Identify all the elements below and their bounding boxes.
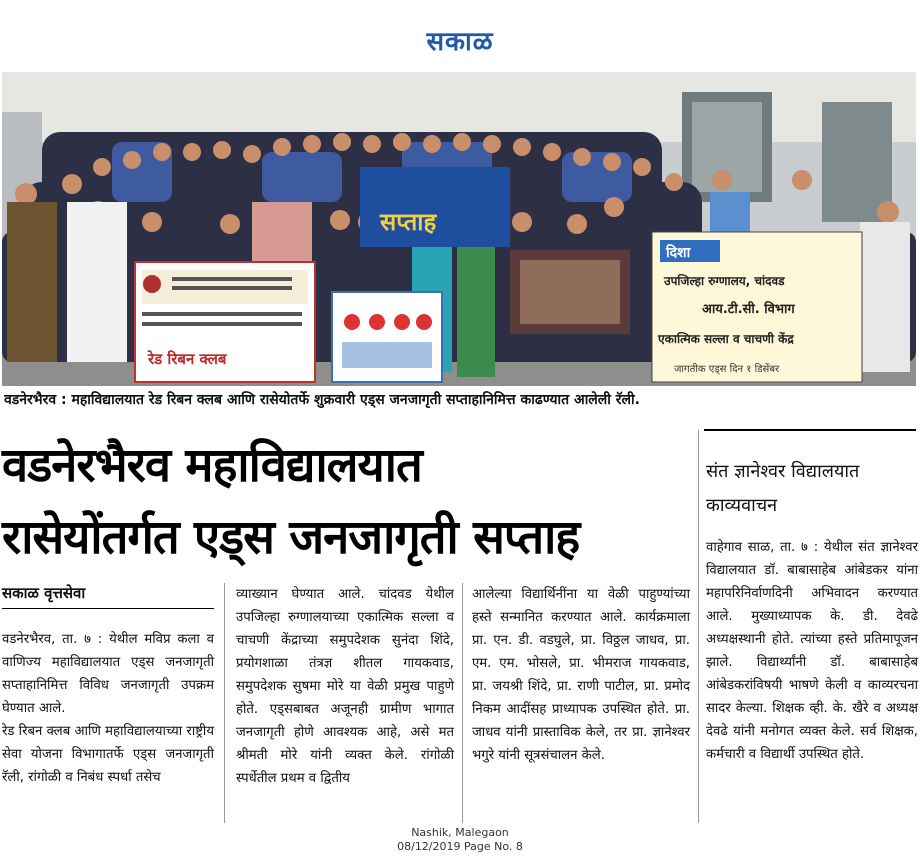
right-banner-org: दिशा [666,245,691,261]
sidebar-body [706,536,918,766]
right-banner-line4: जागतीक एड्स दिन १ डिसेंबर [674,364,780,375]
center-banner-text: सप्ताह [380,208,437,236]
article-paragraph: वडनेरभैरव, ता. ७ : येथील मविप्र कला व वाणिज्य महाविद्यालयात एड्स जनजागृती सप्ताहानिमित्त विविध जनजागृती उपक्रम घेण्यात आले. [2,632,214,716]
left-banner-text: रेड रिबन क्लब [148,350,227,368]
right-banner-line3: एकात्मिक सल्ला व चाचणी केंद्र [658,332,794,346]
news-photo [2,72,916,386]
date-page-label: 08/12/2019 Page No. 8 [397,840,523,853]
article-paragraph: आलेल्या विद्यार्थिनींना या वेळी पाहुण्यांच्या हस्ते सन्मानित करण्यात आले. कार्यक्रमाला प्रा. एन. डी. वडघुले, प्रा. विठ्ठल जाधव, प्रा. एम. एम. भोसले, प्रा. भीमराज गायकवाड, प्रा. जयश्री शिंदे, प्रा. राणी पाटील, प्रा. प्रमोद निकम आदींसह प्राध्यापक उपस्थित होते. प्रा. जाधव यांनी प्रास्ताविक केले, तर प्रा. ज्ञानेश्वर भगुरे यांनी सूत्रसंचालन केले. [472,587,690,763]
sidebar-divider [698,430,699,823]
sidebar-paragraph: वाहेगाव साळ, ता. ७ : येथील संत ज्ञानेश्वर विद्यालयात डॉ. बाबासाहेब आंबेडकर यांना महापरिनिर्वाणदिनी अभिवादन करण्यात आले. मुख्याध्यापक के. डी. देवढे अध्यक्षस्थानी होते. त्यांच्या हस्ते प्रतिमापूजन झाले. विद्यार्थ्यांनी डॉ. बाबासाहेब आंबेडकरांविषयी भाषणे केली व काव्यरचना सादर केल्या. शिक्षक व्ही. के. खैरे व अध्यक्ष देवढे यांनी मनोगत व्यक्त केले. सर्व शिक्षक, कर्मचारी व विद्यार्थी उपस्थित होते. [706,540,918,762]
newspaper-masthead: सकाळ [426,27,494,57]
headline-line-1: वडनेरभैरव महाविद्यालयात [2,438,422,493]
right-banner-line2: आय.टी.सी. विभाग [702,302,795,317]
article-column-1 [2,628,214,789]
sidebar-top-rule [704,429,916,431]
article-paragraph: रेड रिबन क्लब आणि महाविद्यालयाच्या राष्ट्रीय सेवा योजना विभागातर्फे एड्स जनजागृती रॅली, रांगोळी व निबंध स्पर्धा तसेच [2,724,214,785]
article-column-3 [472,583,690,767]
page-footer [0,826,920,854]
article-paragraph: व्याख्यान घेण्यात आले. चांदवड येथील उपजिल्हा रुग्णालयाच्या एकात्मिक सल्ला व चाचणी केंद्राच्या समुपदेशक सुनंदा शिंदे, प्रयोगशाळा तंत्रज्ञ शीतल गायकवाड, समुपदेशक सुषमा मोरे या वेळी प्रमुख पाहुणे होते. एड्सबाबत अजूनही ग्रामीण भागात जनजागृती होणे आवश्यक आहे, असे मत श्रीमती मोरे यांनी व्यक्त केले. रांगोळी स्पर्धेतील प्रथम व द्वितीय [236,587,454,786]
group-photo-illustration [2,72,916,386]
headline-line-2: रासेयोंतर्गत एड्स जनजागृती सप्ताह [2,510,580,565]
article-column-2 [236,583,454,790]
article-headline [2,430,692,574]
byline-divider [2,608,214,609]
column-divider [462,583,463,823]
photo-caption: वडनेरभैरव : महाविद्यालयात रेड रिबन क्लब आणि रासेयोतर्फे शुक्रवारी एड्स जनजागृती सप्ताहानिमित्त काढण्यात आलेली रॅली. [4,392,640,408]
sidebar-headline: संत ज्ञानेश्वर विद्यालयात काव्यवाचन [706,461,860,516]
article-byline: सकाळ वृत्तसेवा [2,584,86,602]
column-divider [224,583,225,823]
right-banner-line1: उपजिल्हा रुग्णालय, चांदवड [664,274,785,288]
edition-label: Nashik, Malegaon [411,826,509,839]
